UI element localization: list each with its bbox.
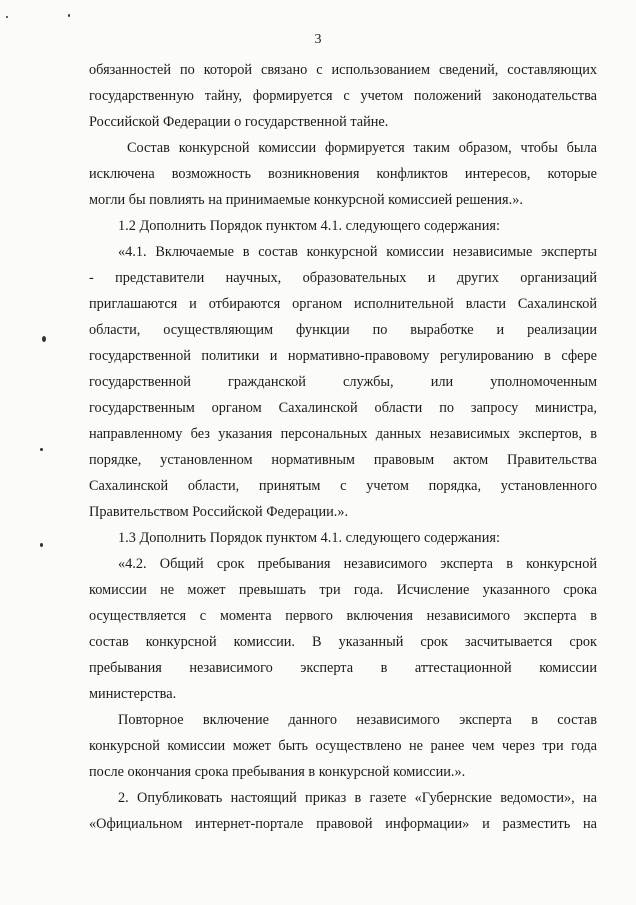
text-line: направленному без указания персональных данных независимых экспертов, в bbox=[89, 426, 597, 442]
text-line: Состав конкурсной комиссии формируется таким образом, чтобы была bbox=[127, 140, 597, 156]
text-line: «Официальном интернет-портале правовой информации» и разместить на bbox=[89, 816, 597, 832]
text-line: 1.3 Дополнить Порядок пунктом 4.1. следующего содержания: bbox=[118, 530, 500, 546]
text-line: государственной политики и нормативно-правовому регулированию в сфере bbox=[89, 348, 597, 364]
page-number: 3 bbox=[314, 32, 322, 47]
text-line: Правительством Российской Федерации.». bbox=[89, 504, 349, 520]
text-line: могли бы повлиять на принимаемые конкурсной комиссией решения.». bbox=[89, 192, 523, 208]
text-line: 1.2 Дополнить Порядок пунктом 4.1. следующего содержания: bbox=[118, 218, 500, 234]
text-line: пребывания независимого эксперта в аттестационной комиссии bbox=[89, 660, 597, 676]
text-line: министерства. bbox=[89, 686, 177, 702]
scan-speck bbox=[6, 16, 8, 18]
text-line: государственную тайну, формируется с учетом положений законодательства bbox=[89, 88, 597, 104]
text-line: - представители научных, образовательных и других организаций bbox=[89, 270, 597, 286]
text-line: государственным органом Сахалинской области по запросу министра, bbox=[89, 400, 597, 416]
text-line: состав конкурсной комиссии. В указанный срок засчитывается срок bbox=[89, 634, 597, 650]
scan-speck bbox=[42, 336, 46, 342]
text-line: «4.2. Общий срок пребывания независимого эксперта в конкурсной bbox=[118, 556, 597, 572]
text-line: после окончания срока пребывания в конкурсной комиссии.». bbox=[89, 764, 466, 780]
text-line: осуществляется с момента первого включения независимого эксперта в bbox=[89, 608, 597, 624]
text-line: Российской Федерации о государственной тайне. bbox=[89, 114, 389, 130]
text-line: порядке, установленном нормативным правовым актом Правительства bbox=[89, 452, 597, 468]
text-line: Повторное включение данного независимого эксперта в состав bbox=[118, 712, 597, 728]
text-line: области, осуществляющим функции по выработке и реализации bbox=[89, 322, 597, 338]
text-line: обязанностей по которой связано с использованием сведений, составляющих bbox=[89, 62, 597, 78]
text-line: исключена возможность возникновения конфликтов интересов, которые bbox=[89, 166, 597, 182]
text-line: комиссии не может превышать три года. Исчисление указанного срока bbox=[89, 582, 597, 598]
text-line: 2. Опубликовать настоящий приказ в газете «Губернские ведомости», на bbox=[118, 790, 597, 806]
scan-speck bbox=[40, 543, 43, 547]
scan-speck bbox=[40, 448, 43, 451]
text-line: конкурсной комиссии может быть осуществлено не ранее чем через три года bbox=[89, 738, 597, 754]
text-line: приглашаются и отбираются органом исполнительной власти Сахалинской bbox=[89, 296, 597, 312]
text-line: «4.1. Включаемые в состав конкурсной комиссии независимые эксперты bbox=[118, 244, 597, 260]
text-line: государственной гражданской службы, или уполномоченным bbox=[89, 374, 597, 390]
text-line: Сахалинской области, принятым с учетом порядка, установленного bbox=[89, 478, 597, 494]
scan-speck bbox=[68, 14, 70, 17]
